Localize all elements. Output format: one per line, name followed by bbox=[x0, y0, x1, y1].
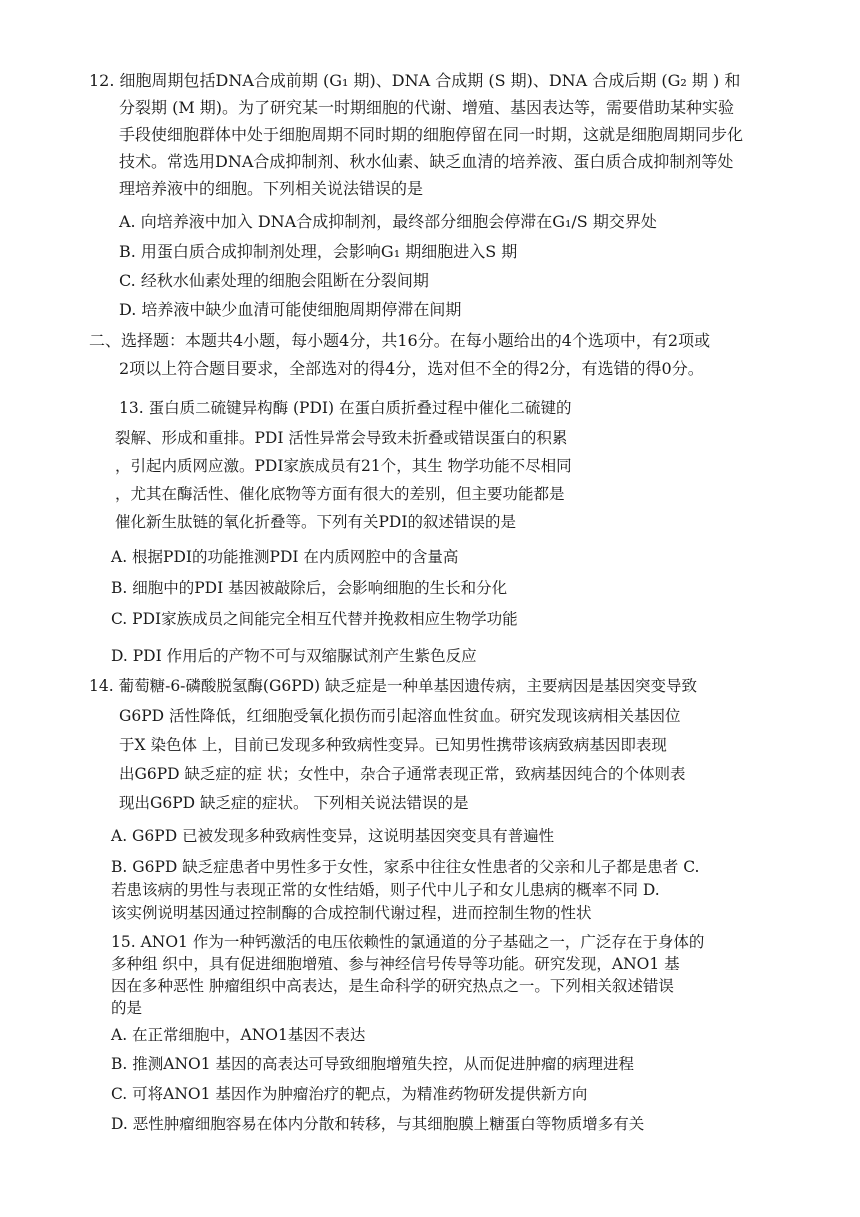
q15-stem-line-1: 15. ANO1 作为一种钙激活的电压依赖性的氯通道的分子基础之一，广泛存在于身体的 bbox=[111, 933, 705, 951]
q12-stem-line-1: 12. 细胞周期包括DNA合成前期 (G₁ 期)、DNA 合成期 (S 期)、DNA 合成后期 (G₂ 期 ) 和 bbox=[89, 71, 741, 90]
q13-option-b[interactable]: B. 细胞中的PDI 基因被敲除后，会影响细胞的生长和分化 bbox=[111, 579, 508, 597]
q14-option-b[interactable]: B. G6PD 缺乏症患者中男性多于女性，家系中往往女性患者的父亲和儿子都是患者 C. bbox=[111, 858, 700, 876]
q13-option-c[interactable]: C. PDI家族成员之间能完全相互代替并挽救相应生物学功能 bbox=[111, 610, 518, 628]
q13-stem-line-4: ，尤其在酶活性、催化底物等方面有很大的差别，但主要功能都是 bbox=[115, 485, 565, 503]
q14-stem-line-2: G6PD 活性降低，红细胞受氧化损伤而引起溶血性贫血。研究发现该病相关基因位 bbox=[119, 707, 681, 725]
q13-stem-line-3: ，引起内质网应激。PDI家族成员有21个，其生 物学功能不尽相同 bbox=[115, 457, 572, 475]
q12-option-d[interactable]: D. 培养液中缺少血清可能使细胞周期停滞在间期 bbox=[119, 300, 462, 319]
q14-stem-line-1: 14. 葡萄糖-6-磷酸脱氢酶(G6PD) 缺乏症是一种单基因遗传病，主要病因是基因突变导致 bbox=[89, 677, 698, 695]
q12-stem-line-3: 手段使细胞群体中处于细胞周期不同时期的细胞停留在同一时期，这就是细胞周期同步化 bbox=[119, 125, 744, 144]
q12-option-c[interactable]: C. 经秋水仙素处理的细胞会阻断在分裂间期 bbox=[119, 271, 429, 290]
q12-stem-line-4: 技术。常选用DNA合成抑制剂、秋水仙素、缺乏血清的培养液、蛋白质合成抑制剂等处 bbox=[119, 152, 734, 171]
q13-stem-line-2: 裂解、形成和重排。PDI 活性异常会导致未折叠或错误蛋白的积累 bbox=[115, 429, 568, 447]
q15-stem-line-4: 的是 bbox=[111, 999, 143, 1017]
q14-stem-line-3: 于X 染色体 上，目前已发现多种致病性变异。已知男性携带该病致病基因即表现 bbox=[119, 736, 667, 754]
q15-stem-line-2: 多种组 织中，具有促进细胞增殖、参与神经信号传导等功能。研究发现，ANO1 基 bbox=[111, 955, 680, 973]
q14-option-d[interactable]: 该实例说明基因通过控制酶的合成控制代谢过程，进而控制生物的性状 bbox=[111, 904, 592, 922]
q12-stem-line-5: 理培养液中的细胞。下列相关说法错误的是 bbox=[119, 179, 424, 198]
q14-option-c[interactable]: 若患该病的男性与表现正常的女性结婚，则子代中儿子和女儿患病的概率不同 D. bbox=[111, 881, 660, 899]
q15-stem-line-3: 因在多种恶性 肿瘤组织中高表达，是生命科学的研究热点之一。下列相关叙述错误 bbox=[111, 977, 674, 995]
q13-option-a[interactable]: A. 根据PDI的功能推测PDI 在内质网腔中的含量高 bbox=[111, 548, 459, 566]
q13-option-d[interactable]: D. PDI 作用后的产物不可与双缩脲试剂产生紫色反应 bbox=[111, 647, 477, 665]
q14-option-a[interactable]: A. G6PD 已被发现多种致病性变异，这说明基因突变具有普遍性 bbox=[111, 827, 555, 845]
q15-option-b[interactable]: B. 推测ANO1 基因的高表达可导致细胞增殖失控，从而促进肿瘤的病理进程 bbox=[111, 1055, 634, 1073]
q13-stem-line-5: 催化新生肽链的氧化折叠等。下列有关PDI的叙述错误的是 bbox=[115, 513, 516, 531]
section-2-line-1: 二、选择题：本题共4小题，每小题4分，共16分。在每小题给出的4个选项中，有2项或 bbox=[89, 331, 711, 350]
q15-option-d[interactable]: D. 恶性肿瘤细胞容易在体内分散和转移，与其细胞膜上糖蛋白等物质增多有关 bbox=[111, 1115, 645, 1133]
q12-option-a[interactable]: A. 向培养液中加入 DNA合成抑制剂，最终部分细胞会停滞在G₁/S 期交界处 bbox=[119, 212, 657, 231]
q15-option-a[interactable]: A. 在正常细胞中，ANO1基因不表达 bbox=[111, 1026, 366, 1044]
q13-stem-line-1: 13. 蛋白质二硫键异构酶 (PDI) 在蛋白质折叠过程中催化二硫键的 bbox=[119, 399, 572, 417]
q14-stem-line-4: 出G6PD 缺乏症的症 状；女性中，杂合子通常表现正常，致病基因纯合的个体则表 bbox=[119, 765, 686, 783]
q15-option-c[interactable]: C. 可将ANO1 基因作为肿瘤治疗的靶点，为精准药物研发提供新方向 bbox=[111, 1085, 588, 1103]
q14-stem-line-5: 现出G6PD 缺乏症的症状。 下列相关说法错误的是 bbox=[119, 794, 469, 812]
q12-stem-line-2: 分裂期 (M 期)。为了研究某一时期细胞的代谢、增殖、基因表达等，需要借助某种实验 bbox=[119, 98, 735, 117]
section-2-line-2: 2项以上符合题目要求，全部选对的得4分，选对但不全的得2分，有选错的得0分。 bbox=[119, 359, 704, 378]
q12-option-b[interactable]: B. 用蛋白质合成抑制剂处理，会影响G₁ 期细胞进入S 期 bbox=[119, 242, 518, 261]
